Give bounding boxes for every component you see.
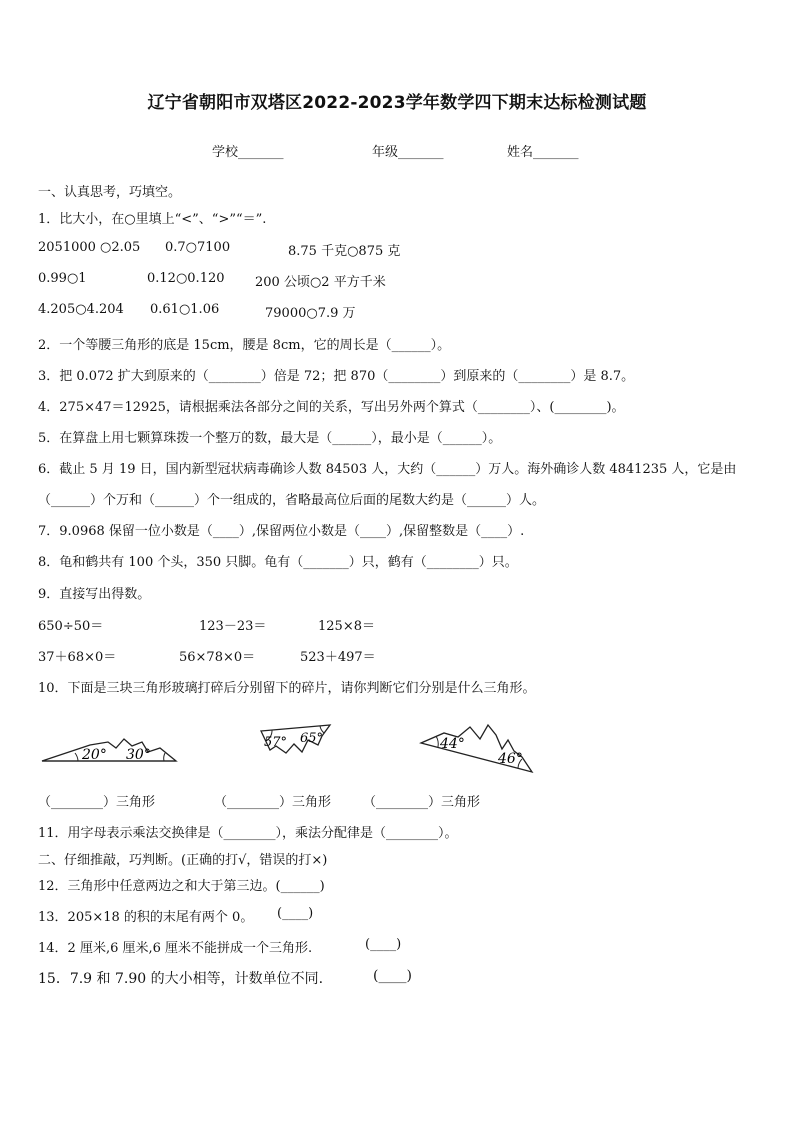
question-13: 13．205×18 的积的末尾有两个 0。	[38, 910, 254, 925]
question-5: 5．在算盘上用七颗算珠拨一个整万的数，最大是（______），最小是（______）。	[38, 431, 502, 446]
school-field: 学校_______	[212, 145, 284, 160]
triangle-fragment-2	[258, 722, 334, 756]
q1-item: 0.99○1	[38, 271, 87, 286]
q9-item: 650÷50＝	[38, 619, 104, 634]
question-6-line-1: 6．截止 5 月 19 日，国内新型冠状病毒确诊人数 84503 人，大约（______）万人。海外确诊人数 4841235 人，它是由	[38, 462, 737, 477]
q9-item: 37＋68×0＝	[38, 650, 117, 665]
q1-item: 4.205○4.204	[38, 302, 124, 317]
question-10: 10．下面是三块三角形玻璃打碎后分别留下的碎片，请你判断它们分别是什么三角形。	[38, 681, 536, 696]
angle-label: 44°	[440, 736, 465, 752]
page-title: 辽宁省朝阳市双塔区2022-2023学年数学四下期末达标检测试题	[147, 93, 647, 113]
question-15: 15．7.9 和 7.90 的大小相等，计数单位不同.	[38, 971, 324, 987]
angle-label: 20°	[82, 747, 107, 763]
angle-label: 65°	[300, 731, 324, 746]
question-7: 7．9.0968 保留一位小数是（____）,保留两位小数是（____）,保留整数是（____）.	[38, 524, 525, 539]
q1-item: 79000○7.9 万	[265, 306, 356, 321]
grade-field: 年级_______	[372, 145, 444, 160]
question-8: 8．龟和鹤共有 100 个头，350 只脚。龟有（_______）只，鹤有（________）只。	[38, 555, 518, 570]
q10-answer: （________）三角形	[214, 795, 332, 810]
question-6-line-2: （______）个万和（______）个一组成的，省略最高位后面的尾数大约是（______）人。	[38, 493, 546, 508]
triangle-fragment-1	[38, 728, 178, 764]
angle-label: 57°	[264, 735, 288, 750]
q9-item: 125×8＝	[318, 619, 375, 634]
q1-item: 200 公顷○2 平方千米	[255, 275, 386, 290]
q13-blank: (____)	[277, 906, 314, 921]
angle-label: 46°	[498, 751, 523, 767]
q9-item: 523＋497＝	[300, 650, 376, 665]
name-field: 姓名_______	[507, 145, 579, 160]
question-9: 9．直接写出得数。	[38, 587, 151, 602]
q1-item: 0.61○1.06	[150, 302, 220, 317]
question-2: 2．一个等腰三角形的底是 15cm，腰是 8cm，它的周长是（______）。	[38, 338, 451, 353]
q1-item: 0.12○0.120	[147, 271, 225, 286]
angle-label: 30°	[126, 747, 151, 763]
q9-item: 123－23＝	[199, 619, 267, 634]
q9-item: 56×78×0＝	[179, 650, 256, 665]
q15-blank: (____)	[373, 968, 412, 984]
q14-blank: (____)	[365, 937, 402, 952]
q1-item: 2051000 ○2.05	[38, 240, 141, 255]
question-12: 12．三角形中任意两边之和大于第三边。(______)	[38, 879, 325, 894]
question-1: 1．比大小，在○里填上“<”、“>”“＝”.	[38, 212, 267, 227]
question-14: 14．2 厘米,6 厘米,6 厘米不能拼成一个三角形.	[38, 941, 313, 956]
question-11: 11．用字母表示乘法交换律是（________），乘法分配律是（________）。	[38, 826, 458, 841]
triangle-fragment-3	[418, 723, 536, 775]
question-4: 4．275×47＝12925，请根据乘法各部分之间的关系，写出另外两个算式（________）、(________)。	[38, 400, 625, 415]
q10-answer: （________）三角形	[38, 795, 156, 810]
section-1-heading: 一、认真思考，巧填空。	[38, 185, 182, 200]
q1-item: 8.75 千克○875 克	[288, 244, 401, 259]
section-2-heading: 二、仔细推敲，巧判断。(正确的打√，错误的打×)	[38, 853, 328, 868]
q1-item: 0.7○7100	[165, 240, 231, 255]
question-3: 3．把 0.072 扩大到原来的（________）倍是 72；把 870（________）到原来的（________）是 8.7。	[38, 369, 635, 384]
q10-answer: （________）三角形	[363, 795, 481, 810]
